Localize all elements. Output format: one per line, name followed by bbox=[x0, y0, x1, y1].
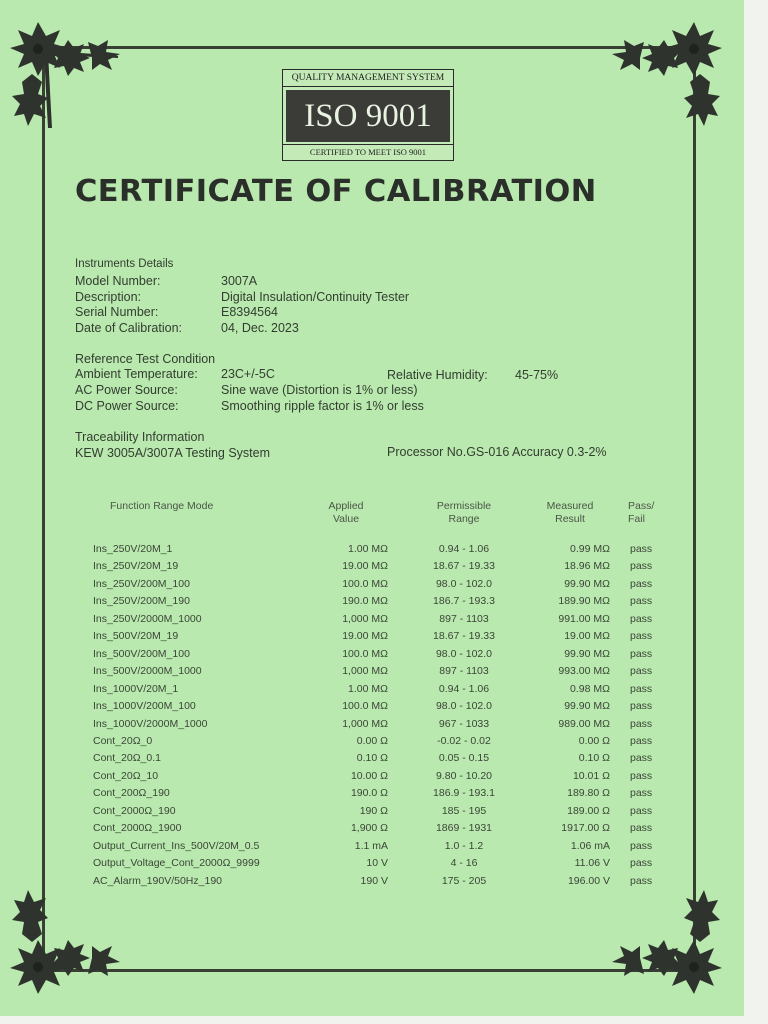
pass-fail-cell: pass bbox=[630, 647, 653, 660]
function-cell: Ins_500V/20M_19 bbox=[93, 630, 179, 643]
table-row bbox=[0, 787, 744, 805]
iso-badge-bottom-text: CERTIFIED TO MEET ISO 9001 bbox=[283, 144, 453, 159]
applied-value-cell: 0.00 Ω bbox=[356, 734, 388, 747]
relative-humidity-value: 45-75% bbox=[515, 368, 559, 382]
table-row bbox=[0, 752, 744, 770]
serial-label: Serial Number: bbox=[75, 305, 159, 319]
permissible-range-cell: 186.7 - 193.3 bbox=[433, 595, 495, 608]
floral-corner-ornament-top-left bbox=[8, 12, 128, 132]
pass-fail-cell: pass bbox=[630, 787, 653, 800]
table-row bbox=[0, 683, 744, 701]
permissible-range-cell: 0.05 - 0.15 bbox=[438, 752, 490, 765]
permissible-range-cell: 967 - 1033 bbox=[438, 717, 490, 730]
applied-value-cell: 190.0 Ω bbox=[350, 787, 388, 800]
function-cell: Cont_20Ω_0.1 bbox=[93, 752, 161, 765]
table-row bbox=[0, 840, 744, 858]
applied-value-cell: 1,900 Ω bbox=[350, 822, 388, 835]
measured-result-cell: 189.80 Ω bbox=[567, 787, 610, 800]
header-permissible: Permissible Range bbox=[436, 500, 492, 525]
function-cell: Ins_1000V/20M_1 bbox=[93, 682, 179, 695]
measured-result-cell: 99.90 MΩ bbox=[564, 700, 610, 713]
applied-value-cell: 1.00 MΩ bbox=[348, 543, 388, 555]
table-row bbox=[0, 595, 744, 613]
pass-fail-cell: pass bbox=[630, 630, 653, 643]
function-cell: Ins_250V/200M_190 bbox=[93, 595, 190, 608]
pass-fail-cell: pass bbox=[630, 734, 653, 747]
applied-value-cell: 0.10 Ω bbox=[356, 752, 388, 765]
applied-value-cell: 19.00 MΩ bbox=[342, 560, 388, 573]
pass-fail-cell: pass bbox=[630, 717, 653, 730]
function-cell: Cont_2000Ω_190 bbox=[93, 804, 176, 817]
table-row bbox=[0, 875, 744, 893]
reference-heading: Reference Test Condition bbox=[75, 352, 216, 366]
applied-value-cell: 190.0 MΩ bbox=[342, 595, 388, 608]
table-row bbox=[0, 857, 744, 875]
pass-fail-cell: pass bbox=[630, 665, 653, 678]
table-row bbox=[0, 613, 744, 631]
dc-power-label: DC Power Source: bbox=[75, 399, 179, 413]
measured-result-cell: 1917.00 Ω bbox=[561, 822, 610, 835]
pass-fail-cell: pass bbox=[630, 682, 653, 695]
table-row bbox=[0, 560, 744, 578]
permissible-range-cell: 98.0 - 102.0 bbox=[435, 647, 493, 660]
function-cell: Ins_1000V/2000M_1000 bbox=[93, 717, 208, 730]
permissible-range-cell: 9.80 - 10.20 bbox=[435, 769, 493, 782]
permissible-range-cell: 4 - 16 bbox=[450, 857, 478, 870]
table-row bbox=[0, 543, 744, 561]
applied-value-cell: 1,000 MΩ bbox=[342, 612, 388, 625]
applied-value-cell: 10 V bbox=[366, 857, 388, 870]
measured-result-cell: 991.00 MΩ bbox=[558, 612, 610, 625]
table-row bbox=[0, 648, 744, 666]
relative-humidity-label: Relative Humidity: bbox=[387, 368, 488, 382]
permissible-range-cell: 897 - 1103 bbox=[439, 612, 489, 625]
applied-value-cell: 1.1 mA bbox=[354, 839, 388, 852]
serial-value: E8394564 bbox=[221, 305, 279, 319]
pass-fail-cell: pass bbox=[630, 612, 653, 625]
pass-fail-cell: pass bbox=[630, 752, 653, 765]
pass-fail-cell: pass bbox=[630, 874, 653, 887]
calibration-date-label: Date of Calibration: bbox=[75, 321, 183, 335]
measured-result-cell: 10.01 Ω bbox=[572, 769, 610, 782]
measured-result-cell: 196.00 V bbox=[567, 874, 610, 887]
description-value: Digital Insulation/Continuity Tester bbox=[221, 290, 410, 304]
measured-result-cell: 0.10 Ω bbox=[578, 752, 610, 765]
measured-result-cell: 19.00 MΩ bbox=[564, 630, 610, 643]
pass-fail-cell: pass bbox=[630, 857, 653, 870]
table-row bbox=[0, 805, 744, 823]
pass-fail-cell: pass bbox=[630, 804, 653, 817]
table-row bbox=[0, 700, 744, 718]
table-row bbox=[0, 770, 744, 788]
measured-result-cell: 11.06 V bbox=[574, 857, 610, 870]
measured-result-cell: 0.98 MΩ bbox=[570, 682, 610, 695]
measured-result-cell: 99.90 MΩ bbox=[564, 647, 610, 660]
header-pass-fail: Pass/ Fail bbox=[628, 500, 655, 525]
table-row bbox=[0, 735, 744, 753]
dc-power-value: Smoothing ripple factor is 1% or less bbox=[221, 399, 424, 413]
function-cell: Output_Voltage_Cont_2000Ω_9999 bbox=[93, 857, 260, 870]
pass-fail-cell: pass bbox=[630, 543, 653, 555]
ac-power-label: AC Power Source: bbox=[75, 383, 178, 397]
table-row bbox=[0, 718, 744, 736]
ambient-temperature-value: 23C+/-5C bbox=[221, 367, 275, 381]
header-measured: Measured Result bbox=[546, 500, 594, 525]
applied-value-cell: 1,000 MΩ bbox=[342, 665, 388, 678]
certificate-title: CERTIFICATE OF CALIBRATION bbox=[75, 174, 597, 209]
applied-value-cell: 1,000 MΩ bbox=[342, 717, 388, 730]
function-cell: Ins_500V/200M_100 bbox=[93, 647, 190, 660]
iso-badge-top-text: QUALITY MANAGEMENT SYSTEM bbox=[283, 70, 453, 87]
applied-value-cell: 1.00 MΩ bbox=[348, 682, 388, 695]
function-cell: Cont_200Ω_190 bbox=[93, 787, 170, 800]
permissible-range-cell: 175 - 205 bbox=[441, 874, 487, 887]
header-function: Function Range Mode bbox=[110, 500, 214, 512]
table-row bbox=[0, 665, 744, 683]
ambient-temperature-label: Ambient Temperature: bbox=[75, 367, 198, 381]
permissible-range-cell: 98.0 - 102.0 bbox=[435, 700, 493, 713]
function-cell: Ins_250V/20M_19 bbox=[93, 560, 179, 573]
measured-result-cell: 1.06 mA bbox=[570, 839, 610, 852]
function-cell: Ins_250V/20M_1 bbox=[93, 543, 173, 555]
header-applied: Applied Value bbox=[328, 500, 364, 525]
permissible-range-cell: 185 - 195 bbox=[441, 804, 487, 817]
permissible-range-cell: 0.94 - 1.06 bbox=[438, 543, 490, 555]
measured-result-cell: 989.00 MΩ bbox=[558, 717, 610, 730]
measured-result-cell: 189.00 Ω bbox=[567, 804, 610, 817]
permissible-range-cell: 186.9 - 193.1 bbox=[433, 787, 495, 800]
permissible-range-cell: 0.94 - 1.06 bbox=[438, 682, 490, 695]
measured-result-cell: 0.99 MΩ bbox=[570, 543, 610, 555]
model-label: Model Number: bbox=[75, 274, 161, 288]
function-cell: Ins_1000V/200M_100 bbox=[93, 700, 196, 713]
measured-result-cell: 993.00 MΩ bbox=[558, 665, 610, 678]
pass-fail-cell: pass bbox=[630, 822, 653, 835]
applied-value-cell: 19.00 MΩ bbox=[342, 630, 388, 643]
permissible-range-cell: 897 - 1103 bbox=[439, 665, 489, 678]
table-row bbox=[0, 630, 744, 648]
testing-system: KEW 3005A/3007A Testing System bbox=[75, 446, 271, 460]
measured-result-cell: 0.00 Ω bbox=[578, 734, 610, 747]
permissible-range-cell: 1869 - 1931 bbox=[435, 822, 493, 835]
function-cell: Cont_2000Ω_1900 bbox=[93, 822, 182, 835]
function-cell: Output_Current_Ins_500V/20M_0.5 bbox=[93, 839, 260, 852]
instruments-heading: Instruments Details bbox=[75, 258, 174, 270]
permissible-range-cell: 98.0 - 102.0 bbox=[435, 577, 493, 590]
table-row bbox=[0, 822, 744, 840]
function-cell: Ins_250V/200M_100 bbox=[93, 577, 190, 590]
measured-result-cell: 99.90 MΩ bbox=[564, 577, 610, 590]
pass-fail-cell: pass bbox=[630, 560, 653, 573]
applied-value-cell: 10.00 Ω bbox=[350, 769, 388, 782]
processor-accuracy: Processor No.GS-016 Accuracy 0.3-2% bbox=[387, 445, 607, 459]
description-label: Description: bbox=[75, 290, 141, 304]
pass-fail-cell: pass bbox=[630, 700, 653, 713]
floral-corner-ornament-bottom-left bbox=[8, 884, 128, 1004]
measured-result-cell: 18.96 MΩ bbox=[564, 560, 610, 573]
function-cell: Cont_20Ω_10 bbox=[93, 769, 159, 782]
function-cell: AC_Alarm_190V/50Hz_190 bbox=[93, 874, 222, 887]
function-cell: Ins_500V/2000M_1000 bbox=[93, 665, 202, 678]
calibration-date-value: 04, Dec. 2023 bbox=[221, 321, 299, 335]
pass-fail-cell: pass bbox=[630, 839, 653, 852]
function-cell: Ins_250V/2000M_1000 bbox=[93, 612, 202, 625]
applied-value-cell: 100.0 MΩ bbox=[342, 577, 388, 590]
permissible-range-cell: -0.02 - 0.02 bbox=[437, 734, 491, 747]
pass-fail-cell: pass bbox=[630, 577, 653, 590]
model-value: 3007A bbox=[221, 274, 258, 288]
permissible-range-cell: 18.67 - 19.33 bbox=[433, 560, 495, 573]
permissible-range-cell: 18.67 - 19.33 bbox=[433, 630, 495, 643]
floral-corner-ornament-top-right bbox=[604, 12, 724, 132]
pass-fail-cell: pass bbox=[630, 769, 653, 782]
applied-value-cell: 100.0 MΩ bbox=[342, 647, 388, 660]
pass-fail-cell: pass bbox=[630, 595, 653, 608]
traceability-heading: Traceability Information bbox=[75, 430, 205, 444]
ac-power-value: Sine wave (Distortion is 1% or less) bbox=[221, 383, 418, 397]
function-cell: Cont_20Ω_0 bbox=[93, 734, 153, 747]
applied-value-cell: 190 V bbox=[360, 874, 388, 887]
permissible-range-cell: 1.0 - 1.2 bbox=[444, 839, 484, 852]
iso-9001-badge bbox=[282, 69, 454, 161]
floral-corner-ornament-bottom-right bbox=[604, 884, 724, 1004]
measured-result-cell: 189.90 MΩ bbox=[558, 595, 610, 608]
applied-value-cell: 100.0 MΩ bbox=[342, 700, 388, 713]
iso-badge-main-text: ISO 9001 bbox=[286, 90, 450, 142]
table-row bbox=[0, 578, 744, 596]
applied-value-cell: 190 Ω bbox=[359, 804, 388, 817]
